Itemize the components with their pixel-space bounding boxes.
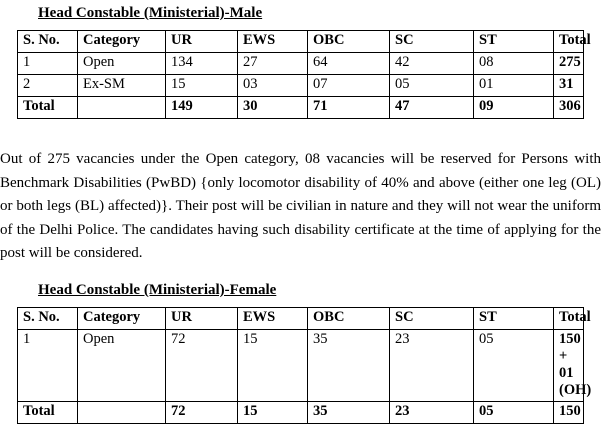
table-row <box>18 53 584 75</box>
cell-sc: 42 <box>390 53 474 75</box>
male-section-heading: Head Constable (Ministerial)-Male <box>38 5 263 21</box>
cell-serial: 1 <box>18 330 78 402</box>
cell-sc: 23 <box>390 330 474 402</box>
column-header: SC <box>390 31 474 53</box>
cell-ur-total: 149 <box>166 97 238 119</box>
cell-obc: 64 <box>308 53 390 75</box>
cell-st: 01 <box>474 75 554 97</box>
column-header: UR <box>166 308 238 330</box>
cell-total-label: Total <box>18 402 78 424</box>
male-vacancy-table <box>17 30 591 119</box>
cell-ur: 72 <box>166 330 238 402</box>
column-header: EWS <box>238 31 308 53</box>
cell-ews: 15 <box>238 330 308 402</box>
column-header: OBC <box>308 308 390 330</box>
cell-sc-total: 47 <box>390 97 474 119</box>
cell-grand-total: 306 <box>554 97 584 119</box>
cell-obc-total: 71 <box>308 97 390 119</box>
cell-empty <box>78 402 166 424</box>
cell-obc: 35 <box>308 330 390 402</box>
cell-sc-total: 23 <box>390 402 474 424</box>
column-header: Category <box>78 31 166 53</box>
cell-obc-total: 35 <box>308 402 390 424</box>
cell-category: Ex-SM <box>78 75 166 97</box>
cell-ews: 27 <box>238 53 308 75</box>
cell-ur-total: 72 <box>166 402 238 424</box>
cell-ur: 134 <box>166 53 238 75</box>
column-header: OBC <box>308 31 390 53</box>
column-header: S. No. <box>18 31 78 53</box>
cell-category: Open <box>78 53 166 75</box>
column-header: ST <box>474 31 554 53</box>
female-section-heading: Head Constable (Ministerial)-Female <box>38 282 277 298</box>
cell-category: Open <box>78 330 166 402</box>
cell-grand-total: 150 <box>554 402 584 424</box>
pwbd-note-paragraph <box>0 148 601 266</box>
column-header: S. No. <box>18 308 78 330</box>
cell-st-total: 05 <box>474 402 554 424</box>
table-header-row <box>18 31 584 53</box>
table-total-row <box>18 97 584 119</box>
table-row <box>18 75 584 97</box>
cell-obc: 07 <box>308 75 390 97</box>
cell-ews-total: 15 <box>238 402 308 424</box>
cell-ews-total: 30 <box>238 97 308 119</box>
column-header: SC <box>390 308 474 330</box>
cell-serial: 2 <box>18 75 78 97</box>
cell-total: 31 <box>554 75 584 97</box>
column-header: Total <box>554 31 584 53</box>
cell-empty <box>78 97 166 119</box>
table-total-row <box>18 402 584 424</box>
cell-st: 08 <box>474 53 554 75</box>
cell-st: 05 <box>474 330 554 402</box>
column-header: ST <box>474 308 554 330</box>
cell-ur: 15 <box>166 75 238 97</box>
cell-sc: 05 <box>390 75 474 97</box>
pwbd-note-text: Out of 275 vacancies under the Open category, 08 vacancies will be reserved for Persons with Benchmark Disabilities (PwBD) {only locomotor disability of 40% and above (either one leg (OL) or both legs (BL) affected)}. Their post will be civilian in nature and they will not wear the uniform of the Delhi Police. The candidates having such disability certificate at the time of applying for the post will be considered. <box>0 151 601 261</box>
column-header: EWS <box>238 308 308 330</box>
table-row <box>18 330 584 402</box>
column-header: UR <box>166 31 238 53</box>
table-header-row <box>18 308 584 330</box>
cell-total-label: Total <box>18 97 78 119</box>
cell-ews: 03 <box>238 75 308 97</box>
cell-st-total: 09 <box>474 97 554 119</box>
column-header: Total <box>554 308 584 330</box>
cell-total: 275 <box>554 53 584 75</box>
cell-serial: 1 <box>18 53 78 75</box>
cell-total: 150 + 01 (OH) <box>554 330 584 402</box>
female-vacancy-table <box>17 307 592 424</box>
column-header: Category <box>78 308 166 330</box>
